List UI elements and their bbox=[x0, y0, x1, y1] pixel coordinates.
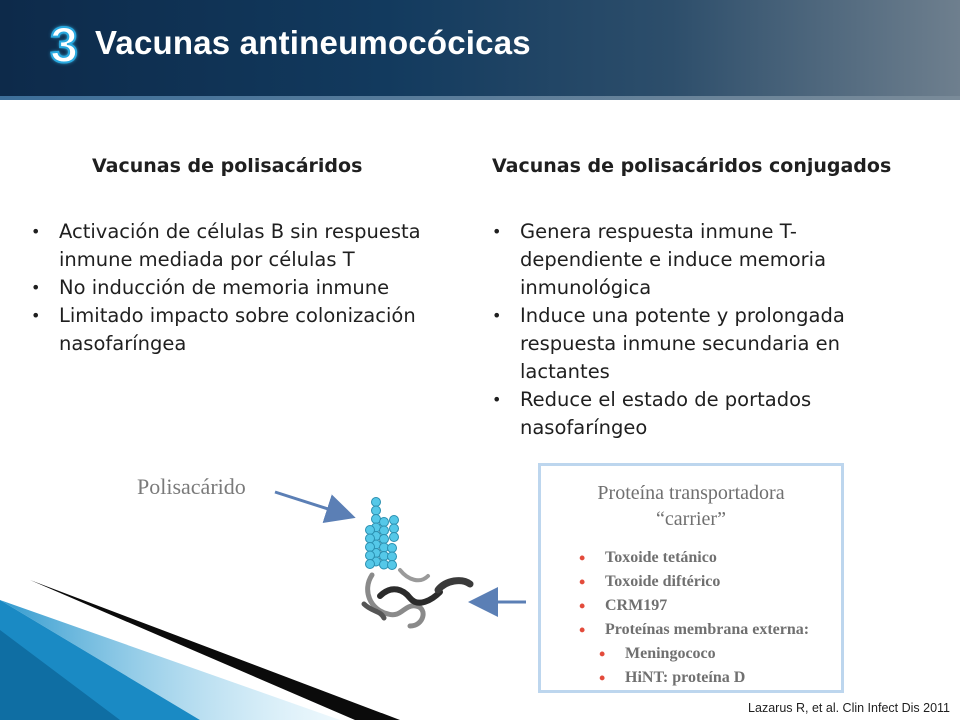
right-bullet-item: • Reduce el estado de portados nasofaríngeo bbox=[491, 386, 911, 442]
bead bbox=[366, 534, 375, 543]
bead bbox=[390, 533, 399, 542]
carrier-item: • Proteínas membrana externa: bbox=[579, 618, 809, 642]
carrier-item: • Toxoide diftérico bbox=[579, 570, 809, 594]
bead bbox=[366, 526, 375, 535]
slide-header bbox=[0, 0, 960, 100]
bead bbox=[380, 526, 389, 535]
polysaccharide-arrow bbox=[275, 492, 350, 516]
bead bbox=[380, 518, 389, 527]
carrier-item: • Toxoide tetánico bbox=[579, 546, 809, 570]
bead bbox=[366, 543, 375, 552]
carrier-protein-box bbox=[538, 463, 844, 693]
bead bbox=[372, 515, 381, 524]
bead bbox=[372, 549, 381, 558]
slide-number: 3 bbox=[50, 17, 78, 73]
bead bbox=[372, 506, 381, 515]
polysaccharide-beads bbox=[366, 498, 399, 570]
bead bbox=[372, 523, 381, 532]
bead bbox=[388, 544, 397, 553]
left-bullet-list bbox=[30, 218, 460, 358]
bead bbox=[380, 535, 389, 544]
carrier-item: • CRM197 bbox=[579, 594, 809, 618]
left-column-heading: Vacunas de polisacáridos bbox=[92, 155, 363, 177]
decorative-streaks bbox=[0, 560, 400, 720]
bead bbox=[372, 498, 381, 507]
bead bbox=[372, 532, 381, 541]
bead bbox=[390, 516, 399, 525]
bead bbox=[380, 543, 389, 552]
right-bullet-item: • Induce una potente y prolongada respuesta inmune secundaria en lactantes bbox=[491, 302, 911, 386]
carrier-subitem: • Meningococo bbox=[599, 642, 809, 666]
carrier-title: Proteína transportadora “carrier” bbox=[597, 482, 785, 530]
carrier-subitem: • HiNT: proteína D bbox=[599, 666, 809, 690]
right-column-heading: Vacunas de polisacáridos conjugados bbox=[492, 155, 892, 177]
bead bbox=[366, 551, 375, 560]
citation: Lazarus R, et al. Clin Infect Dis 2011 bbox=[748, 701, 950, 715]
right-bullet-item: • Genera respuesta inmune T-dependiente e induce memoria inmunológica bbox=[491, 218, 911, 302]
left-bullet-item: • Limitado impacto sobre colonización nasofaríngea bbox=[30, 302, 460, 358]
carrier-list bbox=[579, 546, 809, 690]
left-bullet-item: • No inducción de memoria inmune bbox=[30, 274, 460, 302]
slide-title: Vacunas antineumocócicas bbox=[95, 24, 531, 61]
bead bbox=[372, 540, 381, 549]
right-bullet-list bbox=[491, 218, 911, 442]
polysaccharide-label: Polisacárido bbox=[137, 474, 246, 499]
left-bullet-item: • Activación de células B sin respuesta inmune mediada por células T bbox=[30, 218, 460, 274]
bead bbox=[390, 524, 399, 533]
